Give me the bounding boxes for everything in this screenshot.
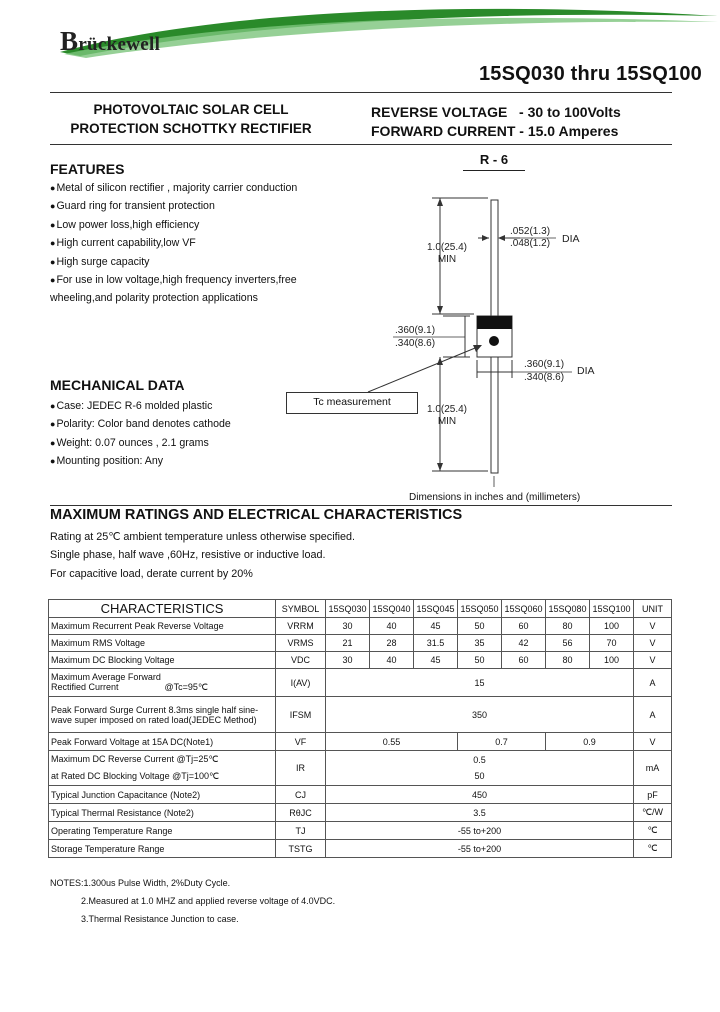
dimensions-note: Dimensions in inches and (millimeters) [409, 492, 581, 503]
note-2: 2.Measured at 1.0 MHZ and applied reverse voltage of 4.0VDC. [81, 896, 336, 906]
table-row: Typical Junction Capacitance (Note2) CJ 450 pF [49, 786, 672, 804]
table-row: Peak Forward Voltage at 15A DC(Note1) VF 0.55 0.7 0.9 V [49, 733, 672, 751]
col-part: 15SQ060 [502, 600, 546, 618]
mechanical-heading: MECHANICAL DATA [50, 377, 185, 393]
mechanical-item: ● Mounting position: Any [50, 452, 231, 470]
lead-dia-label: DIA [562, 233, 580, 245]
feature-item: ● High surge capacity [50, 253, 297, 271]
table-row: Typical Thermal Resistance (Note2) RθJC 3.5 ℃/W [49, 804, 672, 822]
device-ratings-summary: REVERSE VOLTAGE - 30 to 100Volts FORWARD CURRENT - 15.0 Amperes [371, 104, 621, 139]
lead-length-top: 1.0(25.4) MIN [426, 242, 468, 265]
mechanical-item: ● Case: JEDEC R-6 molded plastic [50, 397, 231, 415]
feature-item: ● Metal of silicon rectifier , majority carrier conduction [50, 179, 297, 197]
table-row: Maximum RMS Voltage VRMS 21 28 31.5 35 42 56 70 V [49, 635, 672, 652]
lead-length-bottom: 1.0(25.4) MIN [426, 404, 468, 427]
table-row: Peak Forward Surge Current 8.3ms single half sine- wave super imposed on rated load(JEDEC Method) IFSM 350 A [49, 697, 672, 733]
ratings-rule [50, 505, 672, 506]
rating-condition-2: Single phase, half wave ,60Hz, resistive or inductive load. [50, 549, 326, 561]
col-symbol: SYMBOL [276, 600, 326, 618]
rating-condition-1: Rating at 25℃ ambient temperature unless otherwise specified. [50, 531, 356, 543]
lead-dia-dimension: .052(1.3) .048(1.2) [510, 226, 551, 249]
note-1: NOTES:1.300us Pulse Width, 2%Duty Cycle. [50, 878, 231, 888]
tc-measurement-label: Tc measurement [286, 392, 418, 414]
col-part: 15SQ030 [326, 600, 370, 618]
body-dia-dimension: .360(9.1) .340(8.6) [524, 359, 565, 383]
package-drawing [0, 0, 720, 500]
mechanical-item: ● Polarity: Color band denotes cathode [50, 415, 231, 433]
device-title: PHOTOVOLTAIC SOLAR CELL PROTECTION SCHOTTKY RECTIFIER [70, 102, 312, 136]
mechanical-item: ● Weight: 0.07 ounces , 2.1 grams [50, 434, 231, 452]
feature-item: ● Low power loss,high efficiency [50, 216, 297, 234]
col-part: 15SQ080 [546, 600, 590, 618]
table-row: Maximum Average Forward Rectified Current @Tc=95℃ I(AV) 15 A [49, 669, 672, 697]
table-row: Maximum Recurrent Peak Reverse Voltage VRRM 30 40 45 50 60 80 100 V [49, 618, 672, 635]
col-part: 15SQ045 [414, 600, 458, 618]
rating-condition-3: For capacitive load, derate current by 20% [50, 568, 253, 580]
col-part: 15SQ050 [458, 600, 502, 618]
table-row: Maximum DC Blocking Voltage VDC 30 40 45 50 60 80 100 V [49, 652, 672, 669]
characteristics-table [48, 599, 672, 858]
body-length-dimension: .360(9.1) .340(8.6) [395, 325, 436, 349]
col-unit: UNIT [634, 600, 672, 618]
ratings-heading: MAXIMUM RATINGS AND ELECTRICAL CHARACTERISTICS [50, 507, 463, 523]
col-part: 15SQ040 [370, 600, 414, 618]
table-header-row [49, 600, 672, 618]
features-heading: FEATURES [50, 161, 125, 177]
col-part: 15SQ100 [590, 600, 634, 618]
feature-item-continuation: wheeling,and polarity protection applications [50, 292, 258, 305]
table-row: Storage Temperature Range TSTG -55 to+200 ℃ [49, 840, 672, 858]
table-row: Maximum DC Reverse Current @Tj=25℃ at Rated DC Blocking Voltage @Tj=100℃ IR 0.5 50 mA [49, 751, 672, 786]
col-characteristics: CHARACTERISTICS [49, 600, 276, 618]
body-dia-label: DIA [577, 365, 595, 377]
feature-item: ● For use in low voltage,high frequency inverters,free [50, 271, 297, 289]
part-number-range: 15SQ030 thru 15SQ100 [478, 63, 702, 85]
company-logo: Brückewell [60, 26, 161, 56]
note-3: 3.Thermal Resistance Junction to case. [81, 914, 239, 924]
feature-item: ● High current capability,low VF [50, 234, 297, 252]
table-row: Operating Temperature Range TJ -55 to+200 ℃ [49, 822, 672, 840]
feature-item: ● Guard ring for transient protection [50, 197, 297, 215]
package-name: R - 6 [463, 152, 525, 171]
